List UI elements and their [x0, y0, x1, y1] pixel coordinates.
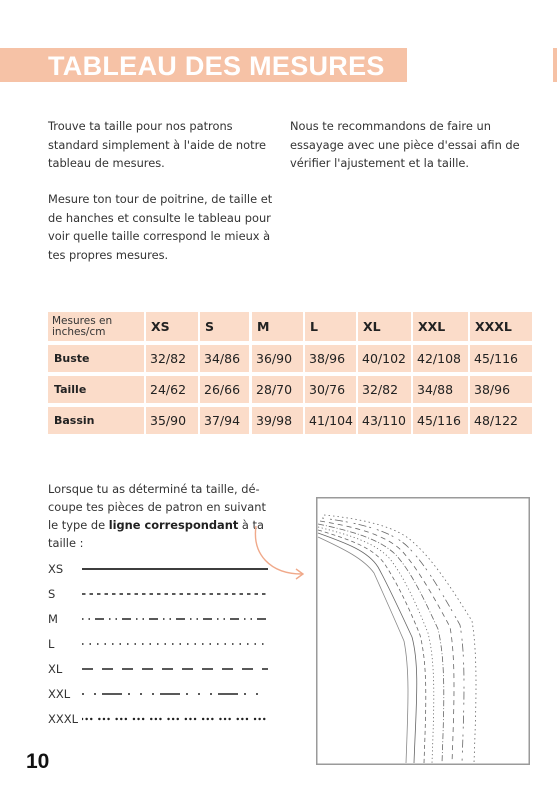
table-cell: 34/88	[413, 376, 468, 403]
intro-paragraph-2: Mesure ton tour de poitrine, de taille et de hanches et consulte le tableau pour voir quelle taille correspond le mieux à tes propres mesures.	[48, 192, 273, 262]
pattern-illustration	[316, 497, 530, 765]
table-cell: 41/104	[305, 407, 356, 434]
table-cell: 30/76	[305, 376, 356, 403]
table-cell: 37/94	[200, 407, 249, 434]
legend-label-l: L	[48, 637, 55, 651]
cutting-instructions	[48, 480, 270, 552]
size-header-xxl: XXL	[413, 312, 468, 341]
title-band-edge	[553, 48, 557, 82]
size-header-l: L	[305, 312, 356, 341]
table-cell: 32/82	[358, 376, 411, 403]
legend-line-l	[82, 642, 268, 646]
table-cell: 45/116	[413, 407, 468, 434]
table-cell: 39/98	[252, 407, 303, 434]
table-cell: 24/62	[146, 376, 198, 403]
legend-line-xxl	[82, 692, 268, 696]
table-cell: 35/90	[146, 407, 198, 434]
page-number: 10	[26, 750, 50, 773]
curved-arrow-icon	[250, 524, 310, 584]
table-cell: 26/66	[200, 376, 249, 403]
size-header-xs: XS	[146, 312, 198, 341]
intro-paragraph-3: Nous te recommandons de faire un essayage avec une pièce d'essai afin de vérifier l'ajustement et la taille.	[290, 119, 520, 170]
table-cell: 32/82	[146, 345, 198, 372]
table-cell: 43/110	[358, 407, 411, 434]
legend-line-s	[82, 592, 268, 596]
legend-label-xxl: XXL	[48, 687, 71, 701]
instructions-text-1: Lorsque tu as déterminé ta taille, découpe tes pièces de patron en suivant le type de	[48, 482, 266, 532]
legend-line-m	[82, 617, 268, 621]
instructions-bold: ligne correspondant	[108, 518, 239, 532]
intro-paragraph-1: Trouve ta taille pour nos patrons standard simplement à l'aide de notre tableau de mesures.	[48, 119, 267, 170]
legend-label-xl: XL	[48, 662, 63, 676]
instructions-text-2: à ta taille :	[48, 518, 264, 550]
row-label-buste: Buste	[48, 345, 144, 372]
legend-label-s: S	[48, 587, 56, 601]
legend-line-xs	[82, 567, 268, 571]
table-cell: 38/96	[305, 345, 356, 372]
table-cell: 40/102	[358, 345, 411, 372]
table-corner-label: Mesures en inches/cm	[48, 312, 144, 341]
size-header-s: S	[200, 312, 249, 341]
page-title: TABLEAU DES MESURES	[48, 51, 385, 81]
legend-line-xxxl	[82, 717, 268, 721]
row-label-bassin: Bassin	[48, 407, 144, 434]
table-cell: 28/70	[252, 376, 303, 403]
table-cell: 34/86	[200, 345, 249, 372]
legend-line-xl	[82, 667, 268, 671]
table-cell: 36/90	[252, 345, 303, 372]
table-cell: 45/116	[470, 345, 532, 372]
legend-label-xs: XS	[48, 562, 64, 576]
legend-label-xxxl: XXXL	[48, 712, 79, 726]
size-header-xxxl: XXXL	[470, 312, 532, 341]
table-cell: 48/122	[470, 407, 532, 434]
legend-label-m: M	[48, 612, 58, 626]
table-cell: 42/108	[413, 345, 468, 372]
size-header-xl: XL	[358, 312, 411, 341]
row-label-taille: Taille	[48, 376, 144, 403]
table-cell: 38/96	[470, 376, 532, 403]
size-header-m: M	[252, 312, 303, 341]
